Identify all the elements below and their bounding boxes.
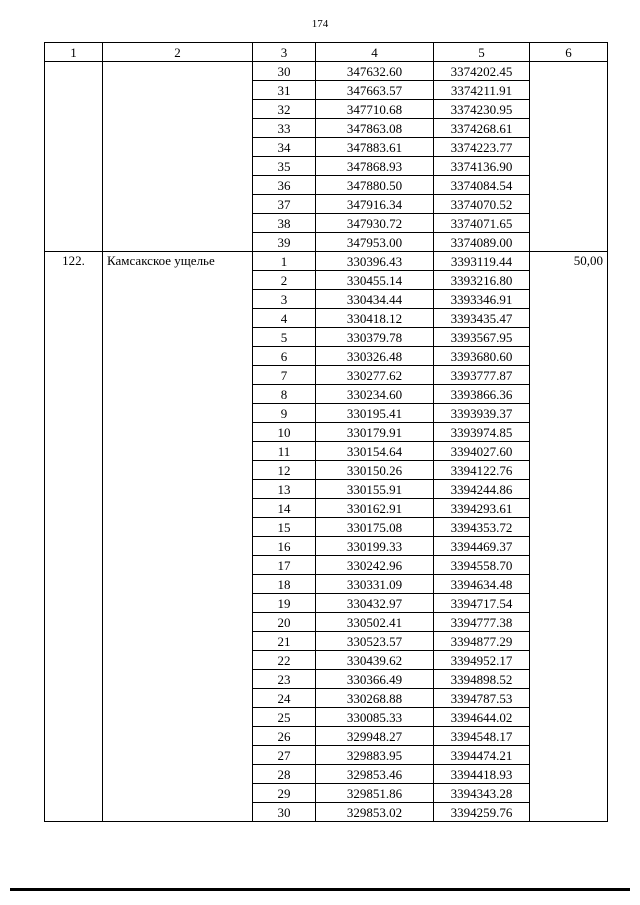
point-number: 32 [253,100,316,119]
point-number: 20 [253,613,316,632]
point-number: 1 [253,252,316,271]
coordinate-y: 3394634.48 [434,575,530,594]
coordinate-y: 3394244.86 [434,480,530,499]
coordinate-x: 347953.00 [316,233,434,252]
point-number: 25 [253,708,316,727]
header-cell: 6 [530,43,608,62]
zone-area: 50,00 [530,252,608,822]
coordinate-y: 3374223.77 [434,138,530,157]
coordinate-x: 330331.09 [316,575,434,594]
point-number: 37 [253,195,316,214]
coordinate-x: 330277.62 [316,366,434,385]
coordinate-y: 3394293.61 [434,499,530,518]
coordinate-y: 3374136.90 [434,157,530,176]
point-number: 30 [253,62,316,81]
point-number: 36 [253,176,316,195]
coordinate-y: 3394787.53 [434,689,530,708]
point-number: 3 [253,290,316,309]
coordinate-y: 3393119.44 [434,252,530,271]
point-number: 38 [253,214,316,233]
header-cell: 4 [316,43,434,62]
point-number: 31 [253,81,316,100]
point-number: 7 [253,366,316,385]
point-number: 39 [253,233,316,252]
coordinate-y: 3374211.91 [434,81,530,100]
coordinate-y: 3393680.60 [434,347,530,366]
coordinate-y: 3394474.21 [434,746,530,765]
coordinate-x: 329853.46 [316,765,434,784]
point-number: 9 [253,404,316,423]
header-cell: 5 [434,43,530,62]
header-cell: 2 [103,43,253,62]
coordinate-x: 330379.78 [316,328,434,347]
coordinate-y: 3393216.80 [434,271,530,290]
coordinate-x: 330179.91 [316,423,434,442]
zone-name: Камсакское ущелье [103,252,253,822]
coordinate-y: 3374268.61 [434,119,530,138]
point-number: 11 [253,442,316,461]
bottom-rule [10,888,630,891]
coordinate-x: 330162.91 [316,499,434,518]
coordinate-x: 347868.93 [316,157,434,176]
point-number: 2 [253,271,316,290]
point-number: 13 [253,480,316,499]
coordinate-y: 3394898.52 [434,670,530,689]
coordinate-x: 347930.72 [316,214,434,233]
coordinate-x: 347710.68 [316,100,434,119]
table-row [45,252,608,271]
coordinate-y: 3394717.54 [434,594,530,613]
coordinate-y: 3394353.72 [434,518,530,537]
coordinate-x: 330366.49 [316,670,434,689]
coordinate-y: 3394418.93 [434,765,530,784]
coordinate-x: 347880.50 [316,176,434,195]
coordinate-y: 3394027.60 [434,442,530,461]
coordinate-x: 330326.48 [316,347,434,366]
coordinate-x: 330502.41 [316,613,434,632]
point-number: 14 [253,499,316,518]
point-number: 16 [253,537,316,556]
page-number: 174 [311,18,329,30]
coordinate-y: 3394469.37 [434,537,530,556]
table-body [45,62,608,822]
coordinate-x: 329948.27 [316,727,434,746]
coordinate-x: 329851.86 [316,784,434,803]
coordinate-x: 330195.41 [316,404,434,423]
coordinate-x: 330396.43 [316,252,434,271]
coordinate-y: 3393435.47 [434,309,530,328]
zone-name [103,62,253,252]
header-row [45,43,608,62]
point-number: 28 [253,765,316,784]
coordinate-x: 330455.14 [316,271,434,290]
coordinate-x: 329853.02 [316,803,434,822]
coordinate-y: 3394877.29 [434,632,530,651]
point-number: 19 [253,594,316,613]
point-number: 10 [253,423,316,442]
header-cell: 1 [45,43,103,62]
coordinate-y: 3393346.91 [434,290,530,309]
point-number: 35 [253,157,316,176]
coordinate-y: 3374202.45 [434,62,530,81]
coordinate-y: 3393567.95 [434,328,530,347]
point-number: 6 [253,347,316,366]
zone-number: 122. [45,252,103,822]
point-number: 30 [253,803,316,822]
point-number: 33 [253,119,316,138]
coordinate-x: 330155.91 [316,480,434,499]
coordinate-x: 330085.33 [316,708,434,727]
coordinate-y: 3393777.87 [434,366,530,385]
coordinate-x: 330199.33 [316,537,434,556]
coordinate-y: 3374071.65 [434,214,530,233]
point-number: 8 [253,385,316,404]
coordinate-y: 3393974.85 [434,423,530,442]
coordinate-y: 3394259.76 [434,803,530,822]
coordinate-y: 3394548.17 [434,727,530,746]
header-cell: 3 [253,43,316,62]
coordinate-x: 330234.60 [316,385,434,404]
point-number: 23 [253,670,316,689]
coordinate-x: 347916.34 [316,195,434,214]
coordinate-x: 330432.97 [316,594,434,613]
coordinate-y: 3394644.02 [434,708,530,727]
coordinate-y: 3394122.76 [434,461,530,480]
coordinate-y: 3374089.00 [434,233,530,252]
coordinate-y: 3394777.38 [434,613,530,632]
coordinate-x: 330175.08 [316,518,434,537]
point-number: 27 [253,746,316,765]
point-number: 17 [253,556,316,575]
coordinate-y: 3394558.70 [434,556,530,575]
coordinate-x: 347883.61 [316,138,434,157]
coordinate-x: 330268.88 [316,689,434,708]
point-number: 26 [253,727,316,746]
coordinate-x: 329883.95 [316,746,434,765]
point-number: 34 [253,138,316,157]
coordinate-y: 3393866.36 [434,385,530,404]
zone-area [530,62,608,252]
zone-number [45,62,103,252]
point-number: 29 [253,784,316,803]
coordinate-x: 330418.12 [316,309,434,328]
coordinate-x: 347632.60 [316,62,434,81]
coordinate-x: 330154.64 [316,442,434,461]
coordinate-y: 3394952.17 [434,651,530,670]
point-number: 12 [253,461,316,480]
point-number: 15 [253,518,316,537]
coordinate-x: 330434.44 [316,290,434,309]
coordinate-x: 330242.96 [316,556,434,575]
coordinate-x: 330439.62 [316,651,434,670]
coordinate-x: 347663.57 [316,81,434,100]
table-row [45,62,608,81]
coordinate-y: 3374070.52 [434,195,530,214]
coordinate-y: 3374230.95 [434,100,530,119]
point-number: 18 [253,575,316,594]
point-number: 21 [253,632,316,651]
coordinate-x: 347863.08 [316,119,434,138]
coordinate-x: 330523.57 [316,632,434,651]
point-number: 4 [253,309,316,328]
coordinate-y: 3374084.54 [434,176,530,195]
point-number: 24 [253,689,316,708]
point-number: 5 [253,328,316,347]
coordinate-y: 3393939.37 [434,404,530,423]
coordinate-x: 330150.26 [316,461,434,480]
coordinate-y: 3394343.28 [434,784,530,803]
point-number: 22 [253,651,316,670]
coordinates-table [44,42,608,822]
